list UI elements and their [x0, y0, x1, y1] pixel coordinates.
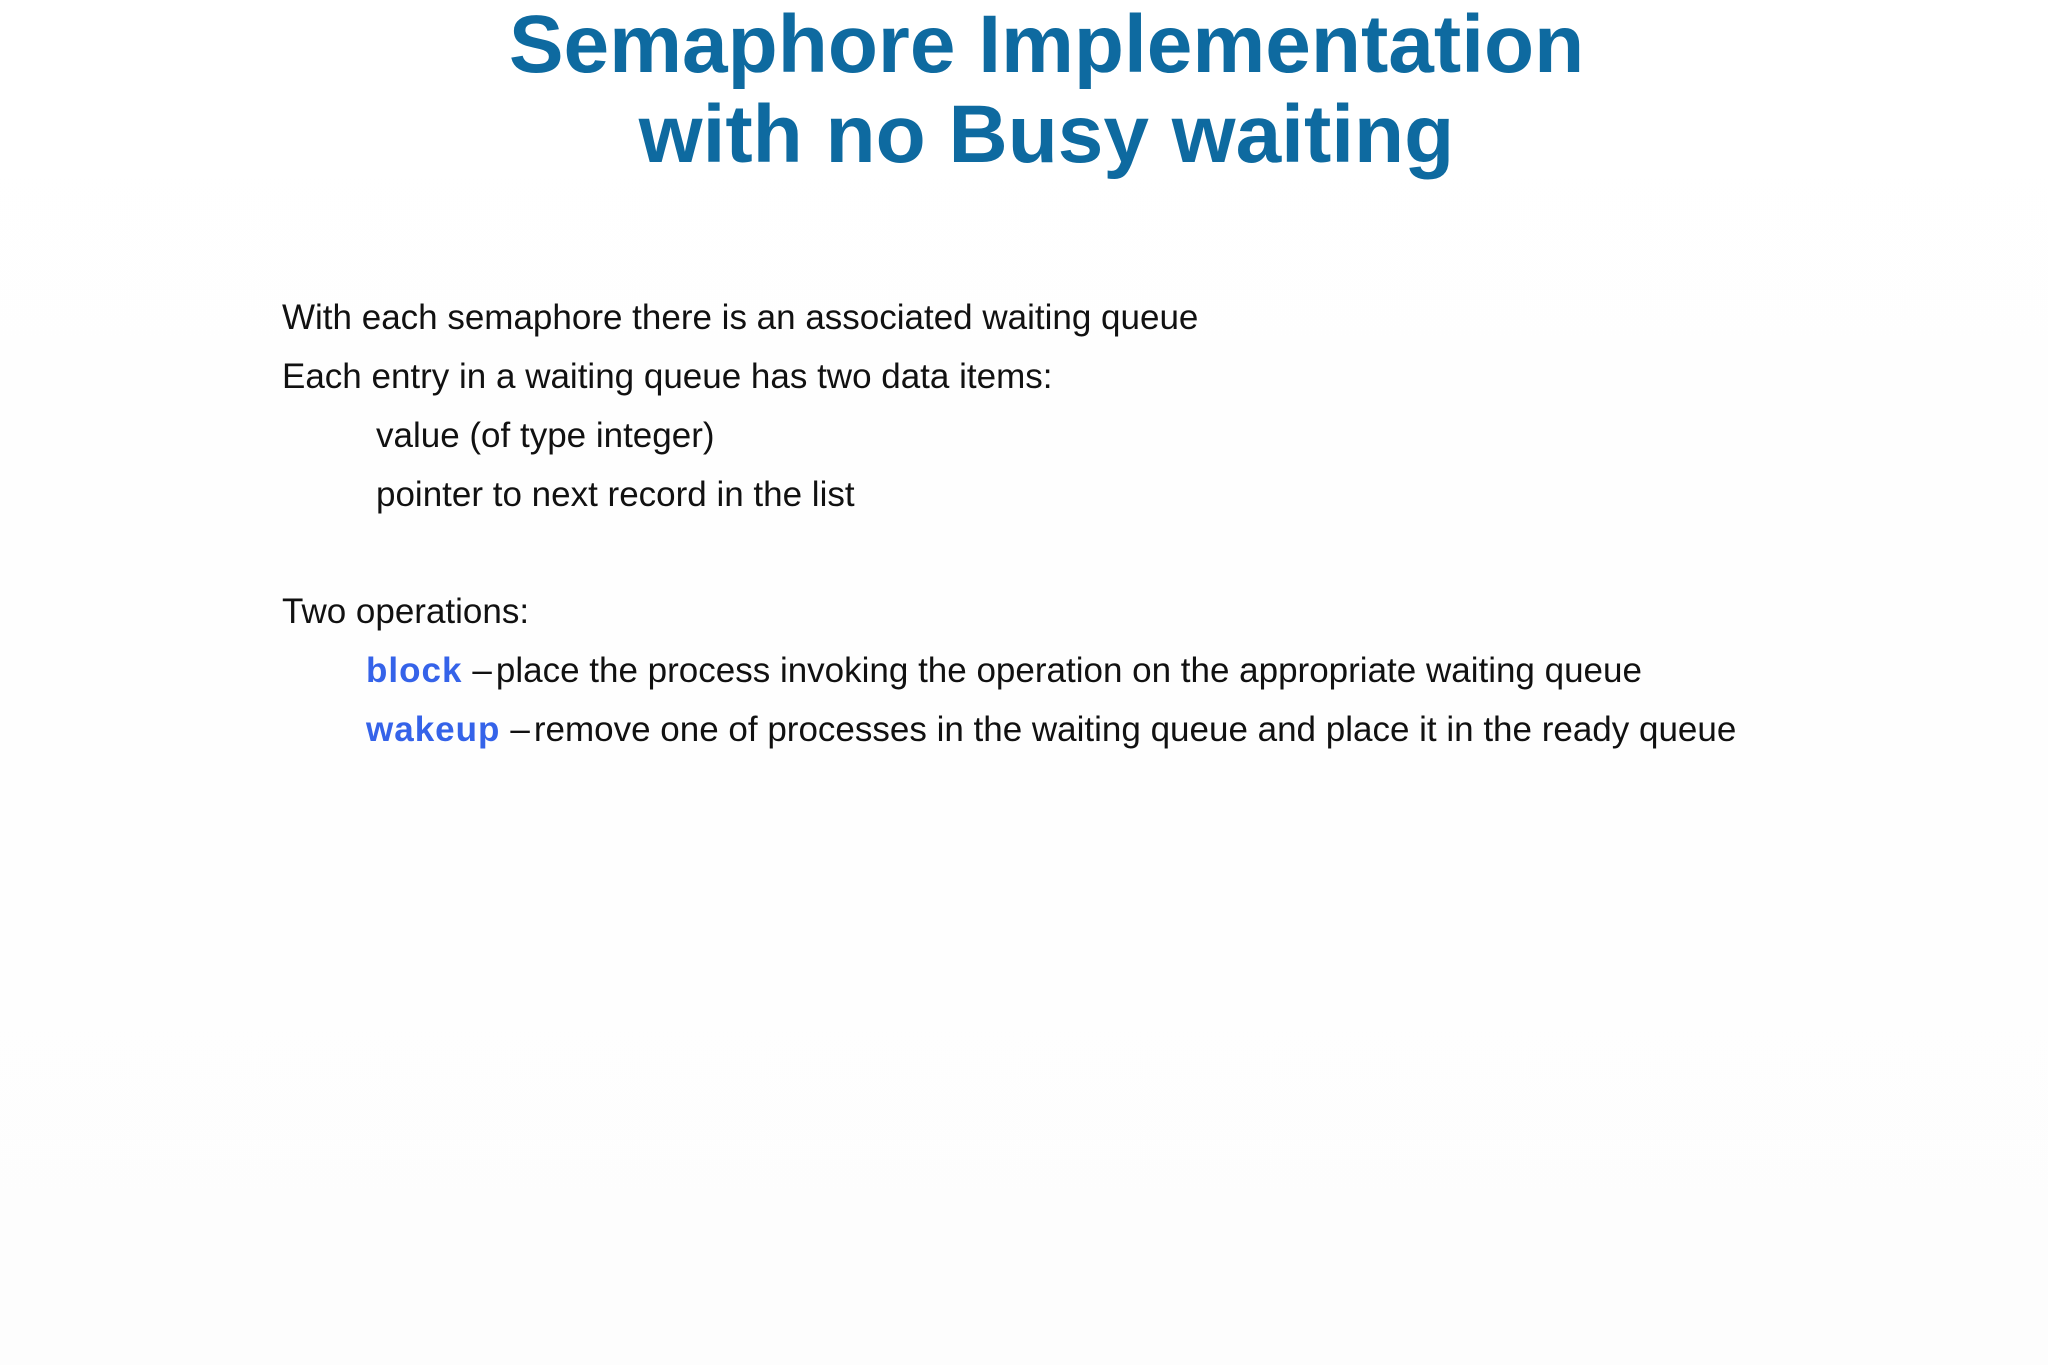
body-line-two-operations: Two operations:	[282, 592, 530, 631]
operation-name-block: block	[366, 651, 463, 690]
slide-title	[0, 0, 2048, 180]
operation-block	[366, 649, 1642, 693]
operation-description-wakeup: remove one of processes in the waiting queue and place it in the ready queue	[533, 710, 1737, 749]
body-subitem-pointer: pointer to next record in the list	[376, 475, 855, 514]
operation-description-block: place the process invoking the operation on the appropriate waiting queue	[495, 651, 1642, 690]
body-subitem-value: value (of type integer)	[376, 416, 715, 455]
operation-separator: –	[510, 710, 530, 749]
title-line-1: Semaphore Implementation	[508, 0, 1585, 90]
operation-wakeup	[366, 708, 1736, 752]
title-line-2: with no Busy waiting	[638, 89, 1455, 180]
operation-name-wakeup: wakeup	[366, 710, 501, 749]
operation-separator: –	[472, 651, 492, 690]
body-line-waiting-queue: With each semaphore there is an associated waiting queue	[282, 298, 1199, 337]
body-line-entry-items: Each entry in a waiting queue has two data items:	[282, 357, 1053, 396]
